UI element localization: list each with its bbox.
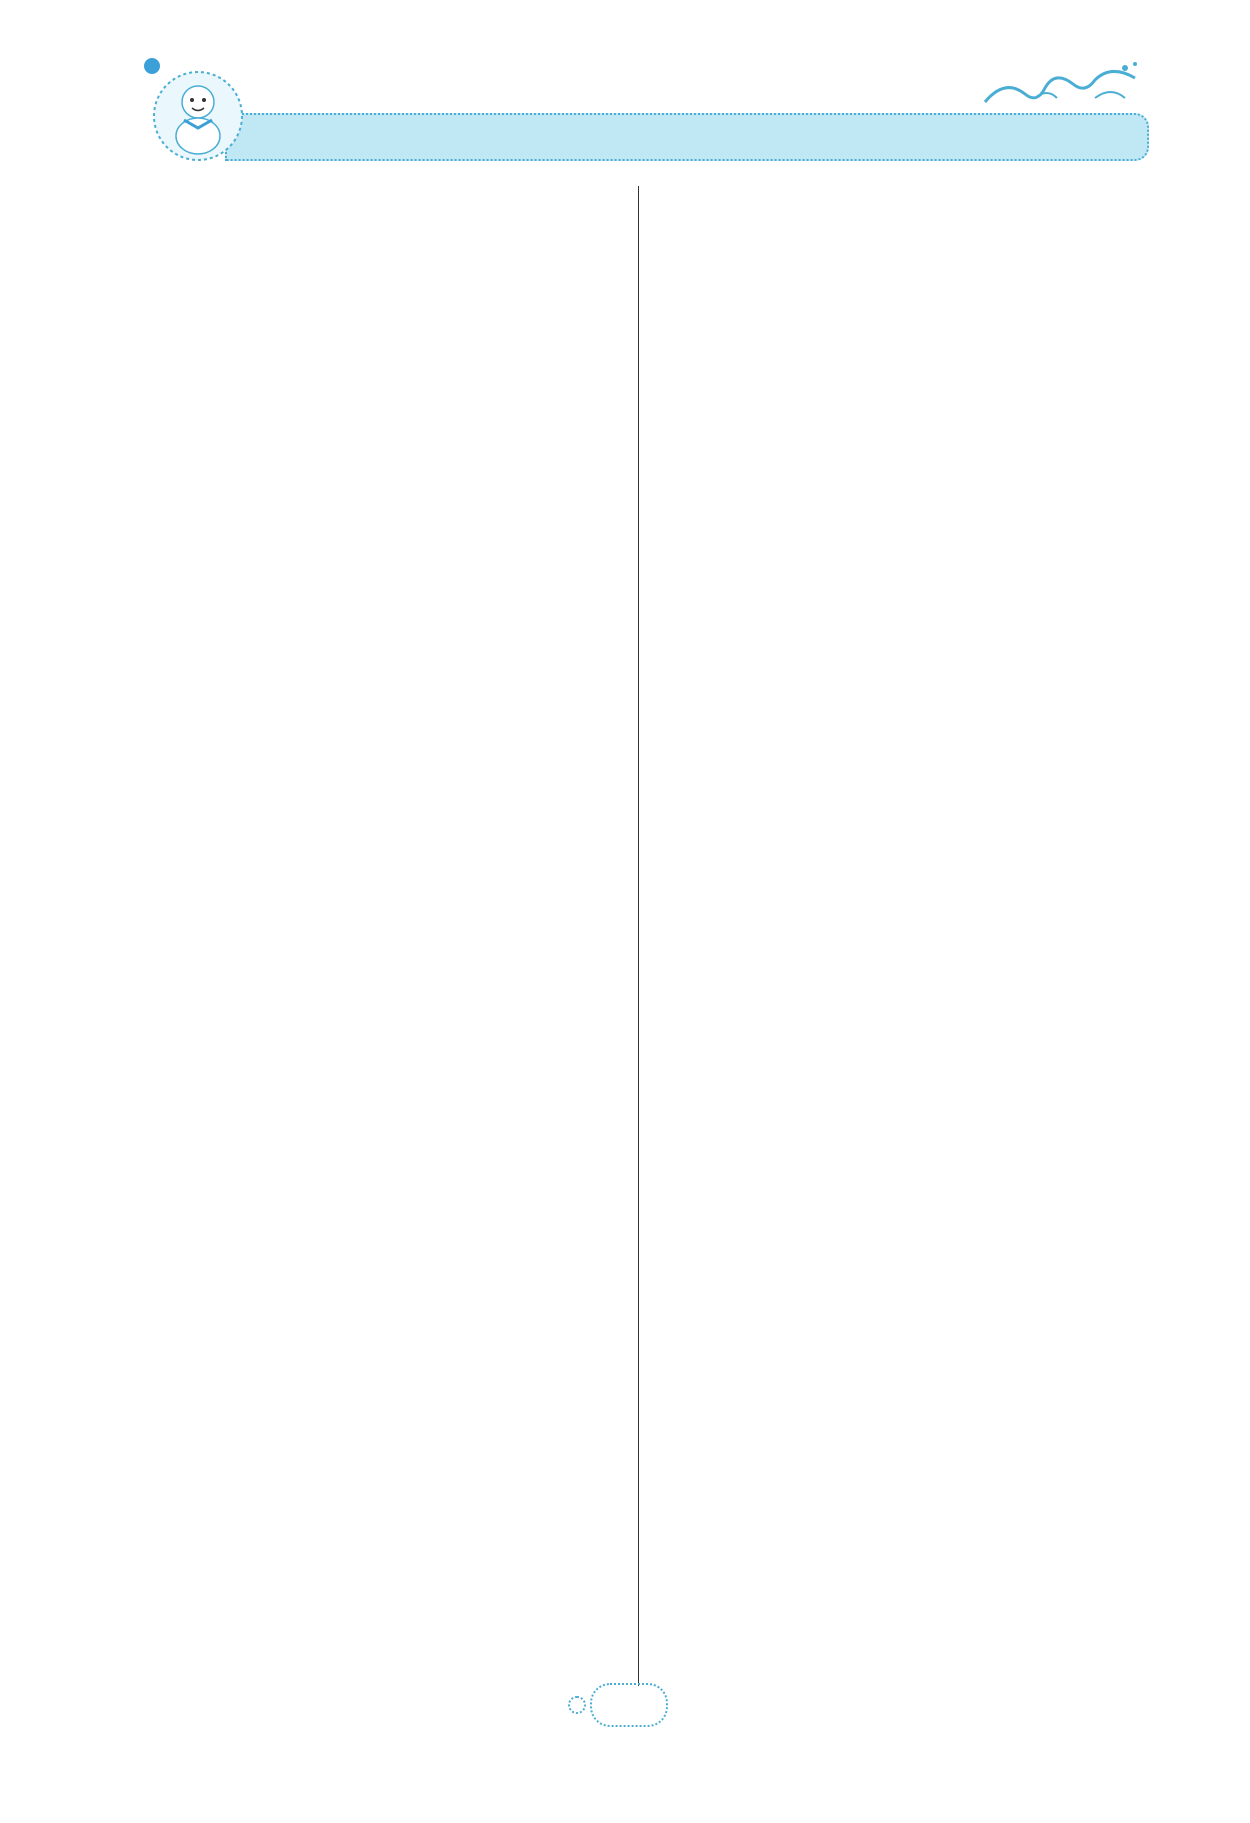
text-line: [135, 224, 625, 270]
text-line: [728, 1374, 1138, 1420]
text-line: [135, 721, 625, 767]
text-line: [135, 1453, 625, 1499]
page-number: [590, 1683, 668, 1727]
right-column: [728, 178, 1138, 1696]
section-heading: [135, 1255, 625, 1301]
text-line: [728, 1420, 1138, 1466]
text-line: [728, 1190, 1138, 1236]
text-line: [728, 868, 1138, 914]
text-line: [135, 1315, 625, 1361]
text-line: [728, 1466, 1138, 1512]
column-divider: [638, 186, 639, 1686]
subject-title: [135, 1195, 625, 1241]
text-line: [135, 813, 625, 859]
text-line: [135, 178, 625, 224]
text-line: [135, 951, 625, 997]
page-header: [130, 58, 1145, 168]
text-line: [728, 270, 1138, 316]
text-line: [135, 905, 625, 951]
text-line: [728, 684, 1138, 730]
text-line: [728, 1604, 1138, 1650]
text-line: [135, 1545, 625, 1591]
page-dot-icon: [568, 1696, 586, 1714]
text-line: [728, 1144, 1138, 1190]
text-line: [728, 1052, 1138, 1098]
text-line: [728, 1558, 1138, 1604]
text-line: [135, 1089, 625, 1135]
text-line: [728, 1282, 1138, 1328]
text-line: [135, 1361, 625, 1407]
text-line: [728, 776, 1138, 822]
left-column: [135, 178, 625, 1729]
text-line: [728, 362, 1138, 408]
text-line: [728, 1006, 1138, 1052]
text-line: [728, 224, 1138, 270]
text-line: [728, 500, 1138, 546]
wave-decoration-icon: [975, 58, 1145, 114]
text-line: [728, 1328, 1138, 1374]
text-line: [728, 178, 1138, 224]
text-line: [135, 1407, 625, 1453]
text-line: [135, 270, 625, 316]
text-line: [135, 491, 625, 537]
header-title: [227, 115, 1147, 159]
text-line: [135, 1637, 625, 1683]
text-line: [728, 914, 1138, 960]
text-line: [135, 1591, 625, 1637]
text-line: [135, 859, 625, 905]
text-line: [135, 445, 625, 491]
section-heading: [135, 385, 625, 431]
text-line: [728, 316, 1138, 362]
text-line: [135, 675, 625, 721]
text-line: [135, 629, 625, 675]
text-line: [728, 546, 1138, 592]
text-line: [135, 1683, 625, 1729]
text-line: [728, 1512, 1138, 1558]
text-line: [728, 638, 1138, 684]
text-line: [135, 1499, 625, 1545]
snowman-mascot-icon: [140, 58, 250, 168]
text-line: [728, 1650, 1138, 1696]
text-line: [135, 1135, 625, 1181]
text-line: [135, 537, 625, 583]
text-line: [135, 583, 625, 629]
text-line: [135, 997, 625, 1043]
text-line: [728, 1098, 1138, 1144]
text-line: [728, 822, 1138, 868]
text-line: [135, 767, 625, 813]
text-line: [135, 316, 625, 362]
text-line: [728, 730, 1138, 776]
header-bar: [225, 113, 1149, 161]
text-line: [728, 454, 1138, 500]
text-line: [728, 408, 1138, 454]
text-line: [728, 960, 1138, 1006]
text-line: [728, 592, 1138, 638]
text-line: [135, 1043, 625, 1089]
text-line: [728, 1236, 1138, 1282]
